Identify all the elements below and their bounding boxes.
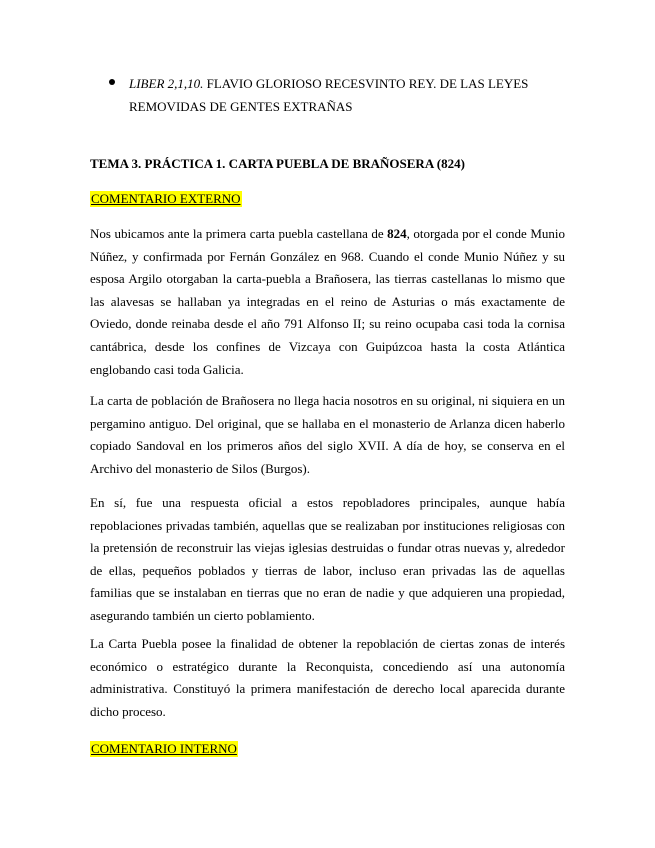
paragraph-3: En sí, fue una respuesta oficial a estos repobladores principales, aunque había repoblaciones privadas también, aquellas que se realizaban por instituciones religiosas con la pretensión de reconstruir las viejas iglesias destruidas o fundar otras nuevas y, alrededor de ellas, pequeños poblados y tierras de labor, incluso eran privadas las de aquellas familias que se instalaban en tierras que no eran de nadie y que adquieren una propiedad, asegurando también un cierto poblamiento. [90, 495, 565, 623]
section-heading-interno: COMENTARIO INTERNO [91, 741, 237, 756]
bullet-title-part1: FLAVIO GLORIOSO RECESVINTO REY. DE LAS LEYES [203, 76, 529, 91]
bullet-line-1 [129, 73, 569, 95]
paragraph-4: La Carta Puebla posee la finalidad de obtener la repoblación de ciertas zonas de interés económico o estratégico durante la Reconquista, concediendo así una autonomía administrativa. Constituyó la primera manifestación de derecho local aparecida durante dicho proceso. [90, 636, 565, 719]
paragraph-1-rest: , otorgada por el conde Munio Núñez, y confirmada por Fernán González en 968. Cuando el conde Munio Núñez y su esposa Argilo otorgaban la carta-puebla a Brañosera, las tierras castellanas lo mismo que las alavesas se hallaban ya integradas en el reino de Asturias o más exactamente de Oviedo, donde reinaba desde el año 791 Alfonso II; su reino ocupaba casi toda la cornisa cantábrica, desde los confines de Vizcaya con Guipúzcoa hasta la costa Atlántica englobando casi toda Galicia. [90, 226, 565, 377]
paragraph-1-start: Nos ubicamos ante la primera carta puebla castellana de [90, 226, 388, 241]
paragraph-1-year: 824 [387, 226, 407, 241]
page-title: TEMA 3. PRÁCTICA 1. CARTA PUEBLA DE BRAÑOSERA (824) [90, 156, 465, 171]
liber-reference: LIBER 2,1,10. [129, 76, 204, 91]
section-heading-externo: COMENTARIO EXTERNO [91, 191, 241, 206]
bullet-title-part2: REMOVIDAS DE GENTES EXTRAÑAS [129, 99, 353, 114]
paragraph-1 [90, 223, 565, 381]
paragraph-2: La carta de población de Brañosera no llega hacia nosotros en su original, ni siquiera en un pergamino antiguo. Del original, que se hallaba en el monasterio de Arlanza dicen haberlo copiado Sandoval en los primeros años del siglo XVII. A día de hoy, se conserva en el Archivo del monasterio de Silos (Burgos). [90, 393, 565, 476]
bullet-icon [109, 79, 115, 85]
